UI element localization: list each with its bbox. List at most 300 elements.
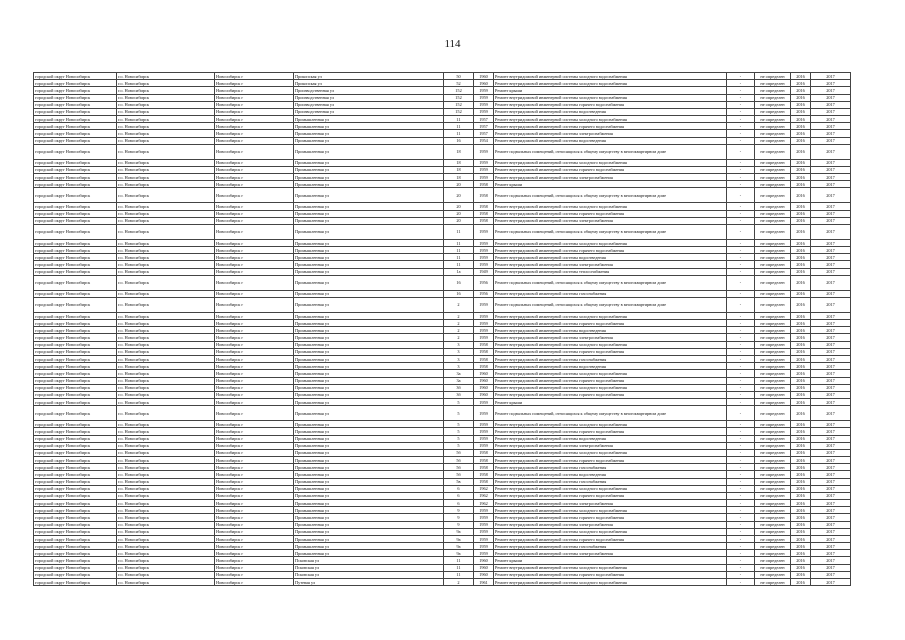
year-cell: 1962 xyxy=(474,492,494,499)
table-row xyxy=(34,275,851,290)
settlement-cell: Новосибирск г xyxy=(215,123,294,130)
start-year-cell: 2016 xyxy=(791,261,811,268)
house-number-cell: 9а xyxy=(444,550,474,557)
end-year-cell: 2017 xyxy=(811,377,851,384)
end-year-cell: 2017 xyxy=(811,224,851,239)
table-row xyxy=(34,363,851,370)
end-year-cell: 2017 xyxy=(811,348,851,355)
work-type-cell: Ремонт подвальных помещений, относящихся к общему имуществу в многоквартирном доме xyxy=(494,144,727,159)
settlement-cell: Новосибирск г xyxy=(215,571,294,578)
municipality-cell: г.о. Новосибирск xyxy=(117,290,215,297)
start-year-cell: 2016 xyxy=(791,391,811,398)
status-cell: не определен xyxy=(755,507,791,514)
street-cell: Промышленная ул xyxy=(294,261,444,268)
district-cell: городской округ Новосибирск xyxy=(34,442,117,449)
settlement-cell: Новосибирск г xyxy=(215,275,294,290)
year-cell: 1959 xyxy=(474,535,494,542)
end-year-cell: 2017 xyxy=(811,254,851,261)
table-row xyxy=(34,224,851,239)
status-cell: не определен xyxy=(755,217,791,224)
municipality-cell: г.о. Новосибирск xyxy=(117,578,215,585)
page-number: 114 xyxy=(444,38,461,50)
street-cell: Промышленная ул xyxy=(294,384,444,391)
house-number-cell: 9а xyxy=(444,543,474,550)
dash-cell: - xyxy=(727,550,755,557)
dash-cell: - xyxy=(727,312,755,319)
municipality-cell: г.о. Новосибирск xyxy=(117,391,215,398)
start-year-cell: 2016 xyxy=(791,571,811,578)
table-row xyxy=(34,261,851,268)
house-number-cell: 11 xyxy=(444,130,474,137)
year-cell: 1959 xyxy=(474,166,494,173)
dash-cell: - xyxy=(727,578,755,585)
municipality-cell: г.о. Новосибирск xyxy=(117,478,215,485)
end-year-cell: 2017 xyxy=(811,334,851,341)
year-cell: 1959 xyxy=(474,312,494,319)
status-cell: не определен xyxy=(755,557,791,564)
district-cell: городской округ Новосибирск xyxy=(34,550,117,557)
dash-cell: - xyxy=(727,94,755,101)
settlement-cell: Новосибирск г xyxy=(215,377,294,384)
settlement-cell: Новосибирск г xyxy=(215,80,294,87)
status-cell: не определен xyxy=(755,535,791,542)
house-number-cell: 16 xyxy=(444,137,474,144)
table-row xyxy=(34,471,851,478)
status-cell: не определен xyxy=(755,370,791,377)
work-type-cell: Ремонт внутридомовой инженерной системы электроснабжения xyxy=(494,261,727,268)
settlement-cell: Новосибирск г xyxy=(215,73,294,80)
work-type-cell: Ремонт внутридомовой инженерной системы холодного водоснабжения xyxy=(494,73,727,80)
district-cell: городской округ Новосибирск xyxy=(34,144,117,159)
work-type-cell: Ремонт внутридомовой инженерной системы газоснабжения xyxy=(494,478,727,485)
table-row xyxy=(34,528,851,535)
settlement-cell: Новосибирск г xyxy=(215,217,294,224)
dash-cell: - xyxy=(727,174,755,181)
table-row xyxy=(34,535,851,542)
year-cell: 1959 xyxy=(474,108,494,115)
street-cell: Промышленная ул xyxy=(294,159,444,166)
municipality-cell: г.о. Новосибирск xyxy=(117,384,215,391)
start-year-cell: 2016 xyxy=(791,268,811,275)
house-number-cell: 3а xyxy=(444,377,474,384)
district-cell: городской округ Новосибирск xyxy=(34,334,117,341)
start-year-cell: 2016 xyxy=(791,528,811,535)
municipality-cell: г.о. Новосибирск xyxy=(117,428,215,435)
settlement-cell: Новосибирск г xyxy=(215,247,294,254)
start-year-cell: 2016 xyxy=(791,203,811,210)
dash-cell: - xyxy=(727,355,755,362)
street-cell: Промышленная ул xyxy=(294,464,444,471)
table-row xyxy=(34,442,851,449)
dash-cell: - xyxy=(727,159,755,166)
settlement-cell: Новосибирск г xyxy=(215,210,294,217)
municipality-cell: г.о. Новосибирск xyxy=(117,224,215,239)
table-row xyxy=(34,428,851,435)
table-row xyxy=(34,521,851,528)
table-row xyxy=(34,421,851,428)
street-cell: Прокопская ул xyxy=(294,73,444,80)
table-row xyxy=(34,355,851,362)
start-year-cell: 2016 xyxy=(791,94,811,101)
house-number-cell: 9 xyxy=(444,514,474,521)
status-cell: не определен xyxy=(755,275,791,290)
house-number-cell: 6 xyxy=(444,492,474,499)
district-cell: городской округ Новосибирск xyxy=(34,137,117,144)
street-cell: Промышленная ул xyxy=(294,320,444,327)
end-year-cell: 2017 xyxy=(811,108,851,115)
table-row xyxy=(34,564,851,571)
dash-cell: - xyxy=(727,166,755,173)
work-type-cell: Ремонт внутридомовой инженерной системы горячего водоснабжения xyxy=(494,247,727,254)
house-number-cell: 2 xyxy=(444,312,474,319)
street-cell: Промышленная ул xyxy=(294,123,444,130)
year-cell: 1957 xyxy=(474,130,494,137)
street-cell: Промышленная ул xyxy=(294,363,444,370)
settlement-cell: Новосибирск г xyxy=(215,428,294,435)
street-cell: Промышленная ул xyxy=(294,449,444,456)
status-cell: не определен xyxy=(755,399,791,406)
house-number-cell: 5 xyxy=(444,435,474,442)
settlement-cell: Новосибирск г xyxy=(215,261,294,268)
house-number-cell: 20 xyxy=(444,217,474,224)
house-number-cell: 152 xyxy=(444,87,474,94)
street-cell: Промышленная ул xyxy=(294,543,444,550)
municipality-cell: г.о. Новосибирск xyxy=(117,355,215,362)
table-row xyxy=(34,239,851,246)
street-cell: Промышленная ул xyxy=(294,399,444,406)
house-number-cell: 6 xyxy=(444,485,474,492)
dash-cell: - xyxy=(727,254,755,261)
end-year-cell: 2017 xyxy=(811,73,851,80)
district-cell: городской округ Новосибирск xyxy=(34,108,117,115)
start-year-cell: 2016 xyxy=(791,130,811,137)
dash-cell: - xyxy=(727,421,755,428)
end-year-cell: 2017 xyxy=(811,327,851,334)
table-row xyxy=(34,348,851,355)
status-cell: не определен xyxy=(755,203,791,210)
district-cell: городской округ Новосибирск xyxy=(34,521,117,528)
status-cell: не определен xyxy=(755,166,791,173)
start-year-cell: 2016 xyxy=(791,188,811,203)
year-cell: 1960 xyxy=(474,73,494,80)
municipality-cell: г.о. Новосибирск xyxy=(117,261,215,268)
district-cell: городской округ Новосибирск xyxy=(34,384,117,391)
year-cell: 1960 xyxy=(474,564,494,571)
street-cell: Промышленная ул xyxy=(294,239,444,246)
work-type-cell: Ремонт внутридомовой инженерной системы газоснабжения xyxy=(494,464,727,471)
settlement-cell: Новосибирск г xyxy=(215,268,294,275)
year-cell: 1959 xyxy=(474,521,494,528)
start-year-cell: 2016 xyxy=(791,239,811,246)
street-cell: Промышленная ул xyxy=(294,507,444,514)
start-year-cell: 2016 xyxy=(791,564,811,571)
street-cell: Промышленная ул xyxy=(294,492,444,499)
end-year-cell: 2017 xyxy=(811,144,851,159)
dash-cell: - xyxy=(727,116,755,123)
year-cell: 1959 xyxy=(474,435,494,442)
status-cell: не определен xyxy=(755,87,791,94)
district-cell: городской округ Новосибирск xyxy=(34,564,117,571)
settlement-cell: Новосибирск г xyxy=(215,159,294,166)
house-number-cell: 3б xyxy=(444,391,474,398)
municipality-cell: г.о. Новосибирск xyxy=(117,334,215,341)
district-cell: городской округ Новосибирск xyxy=(34,261,117,268)
district-cell: городской округ Новосибирск xyxy=(34,312,117,319)
dash-cell: - xyxy=(727,399,755,406)
district-cell: городской округ Новосибирск xyxy=(34,130,117,137)
status-cell: не определен xyxy=(755,478,791,485)
work-type-cell: Ремонт внутридомовой инженерной системы горячего водоснабжения xyxy=(494,391,727,398)
start-year-cell: 2016 xyxy=(791,320,811,327)
street-cell: Промышленная ул xyxy=(294,391,444,398)
year-cell: 1954 xyxy=(474,137,494,144)
dash-cell: - xyxy=(727,521,755,528)
year-cell: 1958 xyxy=(474,355,494,362)
settlement-cell: Новосибирск г xyxy=(215,528,294,535)
district-cell: городской округ Новосибирск xyxy=(34,247,117,254)
start-year-cell: 2016 xyxy=(791,399,811,406)
municipality-cell: г.о. Новосибирск xyxy=(117,406,215,421)
district-cell: городской округ Новосибирск xyxy=(34,355,117,362)
work-type-cell: Ремонт внутридомовой инженерной системы газоснабжения xyxy=(494,355,727,362)
house-number-cell: 5в xyxy=(444,478,474,485)
house-number-cell: 20 xyxy=(444,181,474,188)
street-cell: Промышленная ул xyxy=(294,203,444,210)
status-cell: не определен xyxy=(755,210,791,217)
settlement-cell: Новосибирск г xyxy=(215,334,294,341)
work-type-cell: Ремонт внутридомовой инженерной системы холодного водоснабжения xyxy=(494,312,727,319)
dash-cell: - xyxy=(727,188,755,203)
start-year-cell: 2016 xyxy=(791,166,811,173)
settlement-cell: Новосибирск г xyxy=(215,101,294,108)
house-number-cell: 5 xyxy=(444,442,474,449)
dash-cell: - xyxy=(727,261,755,268)
house-number-cell: 6 xyxy=(444,500,474,507)
work-type-cell: Ремонт внутридомовой инженерной системы горячего водоснабжения xyxy=(494,571,727,578)
start-year-cell: 2016 xyxy=(791,550,811,557)
work-type-cell: Ремонт внутридомовой инженерной системы водоотведения xyxy=(494,435,727,442)
work-type-cell: Ремонт подвальных помещений, относящихся к общему имуществу в многоквартирном доме xyxy=(494,275,727,290)
year-cell: 1958 xyxy=(474,348,494,355)
street-cell: Промышленная ул xyxy=(294,457,444,464)
start-year-cell: 2016 xyxy=(791,557,811,564)
house-number-cell: 20 xyxy=(444,210,474,217)
year-cell: 1959 xyxy=(474,297,494,312)
start-year-cell: 2016 xyxy=(791,108,811,115)
repair-schedule-table xyxy=(33,72,851,586)
year-cell: 1959 xyxy=(474,543,494,550)
municipality-cell: г.о. Новосибирск xyxy=(117,87,215,94)
dash-cell: - xyxy=(727,406,755,421)
end-year-cell: 2017 xyxy=(811,428,851,435)
year-cell: 1959 xyxy=(474,327,494,334)
start-year-cell: 2016 xyxy=(791,428,811,435)
district-cell: городской округ Новосибирск xyxy=(34,507,117,514)
year-cell: 1957 xyxy=(474,123,494,130)
dash-cell: - xyxy=(727,507,755,514)
table-row xyxy=(34,159,851,166)
work-type-cell: Ремонт внутридомовой инженерной системы водоотведения xyxy=(494,363,727,370)
settlement-cell: Новосибирск г xyxy=(215,239,294,246)
table-row xyxy=(34,578,851,585)
status-cell: не определен xyxy=(755,320,791,327)
dash-cell: - xyxy=(727,341,755,348)
year-cell: 1959 xyxy=(474,550,494,557)
dash-cell: - xyxy=(727,500,755,507)
dash-cell: - xyxy=(727,449,755,456)
street-cell: Промышленная ул xyxy=(294,514,444,521)
dash-cell: - xyxy=(727,442,755,449)
street-cell: Промышленная ул xyxy=(294,116,444,123)
municipality-cell: г.о. Новосибирск xyxy=(117,370,215,377)
house-number-cell: 11 xyxy=(444,247,474,254)
house-number-cell: 5 xyxy=(444,406,474,421)
street-cell: Производственная ул xyxy=(294,94,444,101)
district-cell: городской округ Новосибирск xyxy=(34,406,117,421)
work-type-cell: Ремонт внутридомовой инженерной системы горячего водоснабжения xyxy=(494,320,727,327)
table-row xyxy=(34,247,851,254)
year-cell: 1962 xyxy=(474,485,494,492)
year-cell: 1957 xyxy=(474,116,494,123)
house-number-cell: 3 xyxy=(444,363,474,370)
work-type-cell: Ремонт внутридомовой инженерной системы водоотведения xyxy=(494,254,727,261)
house-number-cell: 16 xyxy=(444,290,474,297)
end-year-cell: 2017 xyxy=(811,355,851,362)
year-cell: 1959 xyxy=(474,507,494,514)
work-type-cell: Ремонт внутридомовой инженерной системы газоснабжения xyxy=(494,543,727,550)
work-type-cell: Ремонт внутридомовой инженерной системы горячего водоснабжения xyxy=(494,457,727,464)
table-row xyxy=(34,334,851,341)
settlement-cell: Новосибирск г xyxy=(215,578,294,585)
work-type-cell: Ремонт внутридомовой инженерной системы электроснабжения xyxy=(494,217,727,224)
status-cell: не определен xyxy=(755,188,791,203)
district-cell: городской округ Новосибирск xyxy=(34,217,117,224)
street-cell: Производственная ул xyxy=(294,101,444,108)
work-type-cell: Ремонт внутридомовой инженерной системы холодного водоснабжения xyxy=(494,80,727,87)
end-year-cell: 2017 xyxy=(811,312,851,319)
start-year-cell: 2016 xyxy=(791,210,811,217)
status-cell: не определен xyxy=(755,377,791,384)
year-cell: 1958 xyxy=(474,210,494,217)
street-cell: Промышленная ул xyxy=(294,181,444,188)
municipality-cell: г.о. Новосибирск xyxy=(117,521,215,528)
end-year-cell: 2017 xyxy=(811,514,851,521)
year-cell: 1958 xyxy=(474,203,494,210)
work-type-cell: Ремонт внутридомовой инженерной системы водоотведения xyxy=(494,108,727,115)
table-row xyxy=(34,130,851,137)
table-row xyxy=(34,137,851,144)
status-cell: не определен xyxy=(755,355,791,362)
district-cell: городской округ Новосибирск xyxy=(34,435,117,442)
start-year-cell: 2016 xyxy=(791,181,811,188)
status-cell: не определен xyxy=(755,348,791,355)
table-row xyxy=(34,492,851,499)
status-cell: не определен xyxy=(755,327,791,334)
house-number-cell: 2 xyxy=(444,297,474,312)
end-year-cell: 2017 xyxy=(811,341,851,348)
settlement-cell: Новосибирск г xyxy=(215,370,294,377)
dash-cell: - xyxy=(727,80,755,87)
end-year-cell: 2017 xyxy=(811,123,851,130)
settlement-cell: Новосибирск г xyxy=(215,341,294,348)
table-row xyxy=(34,116,851,123)
start-year-cell: 2016 xyxy=(791,224,811,239)
municipality-cell: г.о. Новосибирск xyxy=(117,500,215,507)
municipality-cell: г.о. Новосибирск xyxy=(117,485,215,492)
start-year-cell: 2016 xyxy=(791,159,811,166)
house-number-cell: 9 xyxy=(444,521,474,528)
end-year-cell: 2017 xyxy=(811,363,851,370)
street-cell: Промышленная ул xyxy=(294,406,444,421)
work-type-cell: Ремонт внутридомовой инженерной системы электроснабжения xyxy=(494,550,727,557)
end-year-cell: 2017 xyxy=(811,528,851,535)
end-year-cell: 2017 xyxy=(811,320,851,327)
year-cell: 1961 xyxy=(474,578,494,585)
district-cell: городской округ Новосибирск xyxy=(34,297,117,312)
district-cell: городской округ Новосибирск xyxy=(34,210,117,217)
municipality-cell: г.о. Новосибирск xyxy=(117,247,215,254)
start-year-cell: 2016 xyxy=(791,514,811,521)
year-cell: 1960 xyxy=(474,384,494,391)
district-cell: городской округ Новосибирск xyxy=(34,543,117,550)
municipality-cell: г.о. Новосибирск xyxy=(117,73,215,80)
status-cell: не определен xyxy=(755,341,791,348)
street-cell: Промышленная ул xyxy=(294,130,444,137)
street-cell: Промышленная ул xyxy=(294,435,444,442)
dash-cell: - xyxy=(727,210,755,217)
municipality-cell: г.о. Новосибирск xyxy=(117,464,215,471)
year-cell: 1958 xyxy=(474,363,494,370)
status-cell: не определен xyxy=(755,464,791,471)
dash-cell: - xyxy=(727,428,755,435)
table-row xyxy=(34,203,851,210)
year-cell: 1949 xyxy=(474,268,494,275)
year-cell: 1959 xyxy=(474,87,494,94)
settlement-cell: Новосибирск г xyxy=(215,320,294,327)
district-cell: городской округ Новосибирск xyxy=(34,471,117,478)
status-cell: не определен xyxy=(755,108,791,115)
status-cell: не определен xyxy=(755,492,791,499)
work-type-cell: Ремонт внутридомовой инженерной системы холодного водоснабжения xyxy=(494,578,727,585)
end-year-cell: 2017 xyxy=(811,181,851,188)
dash-cell: - xyxy=(727,464,755,471)
municipality-cell: г.о. Новосибирск xyxy=(117,116,215,123)
work-type-cell: Ремонт внутридомовой инженерной системы холодного водоснабжения xyxy=(494,485,727,492)
year-cell: 1959 xyxy=(474,334,494,341)
start-year-cell: 2016 xyxy=(791,116,811,123)
start-year-cell: 2016 xyxy=(791,471,811,478)
house-number-cell: 18 xyxy=(444,166,474,173)
district-cell: городской округ Новосибирск xyxy=(34,391,117,398)
house-number-cell: 9а xyxy=(444,528,474,535)
municipality-cell: г.о. Новосибирск xyxy=(117,239,215,246)
house-number-cell: 18 xyxy=(444,144,474,159)
status-cell: не определен xyxy=(755,391,791,398)
house-number-cell: 5 xyxy=(444,421,474,428)
dash-cell: - xyxy=(727,275,755,290)
settlement-cell: Новосибирск г xyxy=(215,174,294,181)
start-year-cell: 2016 xyxy=(791,485,811,492)
house-number-cell: 1а xyxy=(444,268,474,275)
work-type-cell: Ремонт внутридомовой инженерной системы горячего водоснабжения xyxy=(494,348,727,355)
work-type-cell: Ремонт внутридомовой инженерной системы горячего водоснабжения xyxy=(494,535,727,542)
house-number-cell: 2 xyxy=(444,334,474,341)
table-row xyxy=(34,370,851,377)
year-cell: 1960 xyxy=(474,370,494,377)
work-type-cell: Ремонт внутридомовой инженерной системы холодного водоснабжения xyxy=(494,341,727,348)
status-cell: не определен xyxy=(755,94,791,101)
end-year-cell: 2017 xyxy=(811,492,851,499)
